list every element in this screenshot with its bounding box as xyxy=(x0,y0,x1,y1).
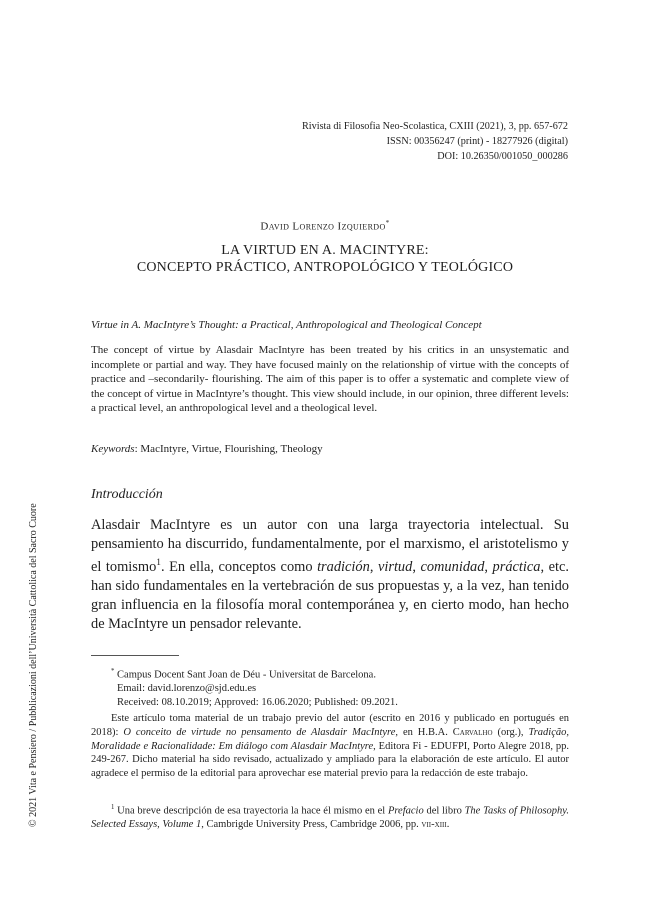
term-practica: práctica xyxy=(492,558,541,575)
intro-sep-3: , xyxy=(484,558,493,575)
title-line-2: CONCEPTO PRÁCTICO, ANTROPOLÓGICO Y TEOLÓGICO xyxy=(136,260,514,275)
footnote-1-mark: 1 xyxy=(111,804,115,811)
abstract: The concept of virtue by Alasdair MacIntyre has been treated by his critics in an unsystematic and incomplete or partial and way. They have focused mainly on the relationship of virtue with the concepts of practice and –secondarily- flourishing. The aim of this paper is to offer a systematic and complete view of the concept of virtue in MacIntyre’s thought. This view should include, in our opinion, three different levels: a practical level, an anthropological level and a theological level. xyxy=(91,344,569,415)
footnote-divider xyxy=(91,655,179,656)
author-footnote xyxy=(111,665,571,710)
footnote-1-text-a: Una breve descripción de esa trayectoria la hace él mismo en el xyxy=(114,805,388,817)
footnote-1-book: The Tasks of Philosophy. Selected Essays, Volume 1 xyxy=(91,805,569,831)
affiliation-line xyxy=(111,665,571,682)
keywords-label: Keywords xyxy=(91,443,135,455)
author-footnote-mark: * xyxy=(385,219,390,227)
source-note xyxy=(91,712,569,781)
source-note-text-c: (org.), xyxy=(492,726,529,738)
keywords xyxy=(91,443,323,455)
keywords-values: : MacIntyre, Virtue, Flourishing, Theology xyxy=(134,443,323,455)
term-virtud: virtud xyxy=(377,558,413,575)
copyright-sidebar: © 2021 Vita e Pensiero / Pubblicazioni dell’Università Cattolica del Sacro Cuore xyxy=(28,503,39,827)
journal-doi: DOI: 10.26350/001050_000286 xyxy=(437,151,568,162)
affiliation-mark: * xyxy=(111,668,115,675)
author-email: Email: david.lorenzo@sjd.edu.es xyxy=(117,683,257,695)
title-line-1: LA VIRTUD EN A. MACINTYRE: xyxy=(221,243,429,258)
intro-text-3: , etc. han sido fundamentales en la vertebración de sus propuestas y, a la vez, han tenido gran influencia en la filosofía moral contemporánea y, en cierto modo, han hecho de MacIntyre un pensador relevante. xyxy=(91,558,569,632)
english-title: Virtue in A. MacIntyre’s Thought: a Practical, Anthropological and Theological Concept xyxy=(91,319,482,331)
footnote-1 xyxy=(91,801,569,832)
footnote-1-pages: vii-xiii xyxy=(421,819,447,831)
source-note-title: O conceito de virtude no pensamento de Alasdair MacIntyre xyxy=(123,726,396,738)
article-title xyxy=(0,242,650,276)
footnote-1-text-c: , Cambrigde University Press, Cambridge 2006, pp. xyxy=(201,819,422,831)
footnote-1-end: . xyxy=(446,819,450,831)
intro-text-2: . En ella, conceptos como xyxy=(160,558,318,575)
intro-sep-1: , xyxy=(369,558,378,575)
affiliation: Campus Docent Sant Joan de Déu - Universitat de Barcelona. xyxy=(117,669,376,681)
term-tradicion: tradición xyxy=(317,558,370,575)
source-note-editor: Carvalho xyxy=(452,726,493,738)
publication-dates: Received: 08.10.2019; Approved: 16.06.2020; Published: 09.2021. xyxy=(117,697,398,709)
footnote-1-text-b: del libro xyxy=(423,805,465,817)
source-note-book: Tradição, Moralidade e Racionalidade: Em diálogo com Alasdair MacIntyre xyxy=(91,726,569,752)
intro-sep-2: , xyxy=(412,558,421,575)
source-note-text-a: Este artículo toma material de un trabajo previo del autor (escrito en 2016 y publicado en portugués en 2018): xyxy=(91,713,569,738)
section-heading: Introducción xyxy=(91,487,163,502)
source-note-text-d: , Editora Fi - EDUFPI, Porto Alegre 2018, pp. 249-267. Dicho material ha sido revisado, actualizado y ampliado para la elaboración de este artículo. El autor agradece el permiso de la editorial para aprovechar ese material previo para la redacción de este trabajo. xyxy=(91,740,569,780)
journal-header xyxy=(302,119,568,164)
journal-issn: ISSN: 00356247 (print) - 18277926 (digital) xyxy=(386,136,568,147)
footnote-ref-1[interactable]: 1 xyxy=(156,558,161,568)
author-line xyxy=(0,219,650,233)
author-name: David Lorenzo Izquierdo xyxy=(260,220,386,233)
journal-citation: Rivista di Filosofia Neo-Scolastica, CXIII (2021), 3, pp. 657-672 xyxy=(302,121,568,132)
source-note-text-b: , en H.B.A. xyxy=(395,726,453,738)
footnote-1-prefacio: Prefacio xyxy=(387,805,424,817)
term-comunidad: comunidad xyxy=(420,558,485,575)
intro-text-1: Alasdair MacIntyre es un autor con una larga trayectoria intelectual. Su pensamiento ha discurrido, fundamentalmente, por el marxismo, el aristotelismo y el tomismo xyxy=(91,517,569,575)
intro-paragraph xyxy=(91,516,569,634)
